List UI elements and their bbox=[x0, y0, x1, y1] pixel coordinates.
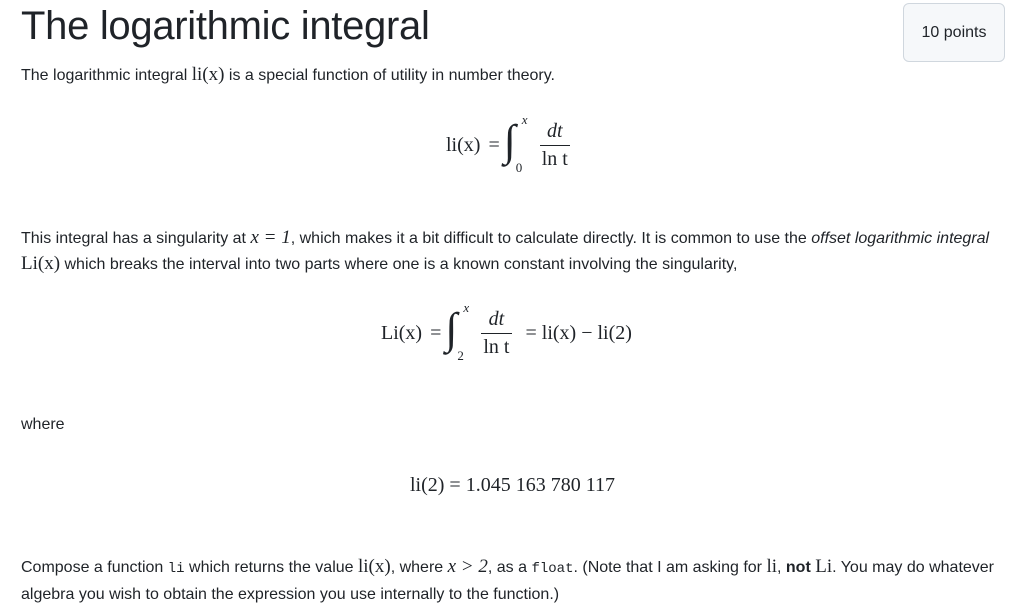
task-text-2: which returns the value bbox=[184, 559, 358, 576]
para2-text-2: , which makes it a bit difficult to calculate directly. It is common to use the bbox=[290, 230, 812, 247]
singularity-paragraph bbox=[21, 225, 1011, 277]
eq1-equals: = bbox=[488, 133, 500, 156]
intro-paragraph bbox=[21, 62, 555, 88]
task-text-6: , bbox=[777, 559, 786, 576]
para2-text-1: This integral has a singularity at bbox=[21, 230, 251, 247]
equation-li2-value bbox=[410, 474, 615, 497]
eq2-integral-sign: ∫ x 2 bbox=[445, 300, 470, 363]
intro-text-2: is a special function of utility in number theory. bbox=[224, 67, 555, 84]
page-title: The logarithmic integral bbox=[21, 4, 430, 48]
eq1-fraction bbox=[540, 120, 570, 171]
eq2-equals: = bbox=[430, 321, 442, 344]
eq2-rhs: = li(x) − li(2) bbox=[525, 321, 632, 344]
equation-Li-definition bbox=[381, 300, 632, 363]
eq2-upper-limit: x bbox=[463, 300, 470, 315]
para2-emphasis: offset logarithmic integral bbox=[811, 230, 990, 247]
task-code-float: float bbox=[531, 561, 574, 577]
eq2-fraction bbox=[481, 308, 511, 359]
intro-text-1: The logarithmic integral bbox=[21, 67, 192, 84]
eq1-numerator: dt bbox=[547, 119, 563, 142]
eq1-lhs: li(x) bbox=[446, 133, 481, 156]
eq1-denominator: ln t bbox=[540, 145, 570, 171]
task-text-5: . (Note that I am asking for bbox=[573, 559, 767, 576]
para2-text-3: which breaks the interval into two parts where one is a known constant involving the singularity, bbox=[60, 256, 738, 273]
points-badge: 10 points bbox=[903, 3, 1005, 62]
task-math-2: x > 2 bbox=[447, 556, 488, 577]
task-text-4: , as a bbox=[487, 559, 532, 576]
task-text-8: . You may do whatever algebra you wish to obtain the expression you use internally to the function.) bbox=[21, 559, 995, 603]
eq2-numerator: dt bbox=[488, 307, 505, 330]
eq2-lower-limit: 2 bbox=[457, 348, 464, 363]
task-math-4: Li bbox=[815, 556, 833, 577]
eq3-text: li(2) = 1.045 163 780 117 bbox=[410, 474, 615, 496]
equation-li-definition bbox=[446, 112, 576, 175]
task-text-1: Compose a function bbox=[21, 559, 168, 576]
where-label: where bbox=[21, 416, 65, 433]
task-math-3: li bbox=[766, 556, 778, 577]
eq1-upper-limit: x bbox=[521, 112, 528, 127]
task-text-3: , where bbox=[390, 559, 448, 576]
para2-math-Li: Li(x) bbox=[21, 253, 61, 274]
task-paragraph bbox=[21, 554, 1006, 607]
task-math-1: li(x) bbox=[357, 556, 391, 577]
intro-math-li: li(x) bbox=[191, 64, 225, 85]
para2-math-1: x = 1 bbox=[250, 227, 291, 248]
eq2-denominator: ln t bbox=[481, 333, 511, 359]
eq1-integral-sign: ∫ x 0 bbox=[503, 112, 528, 175]
task-bold-not: not bbox=[785, 559, 811, 576]
eq1-lower-limit: 0 bbox=[515, 160, 523, 175]
eq2-lhs: Li(x) bbox=[381, 321, 423, 344]
task-code-li: li bbox=[167, 561, 185, 577]
